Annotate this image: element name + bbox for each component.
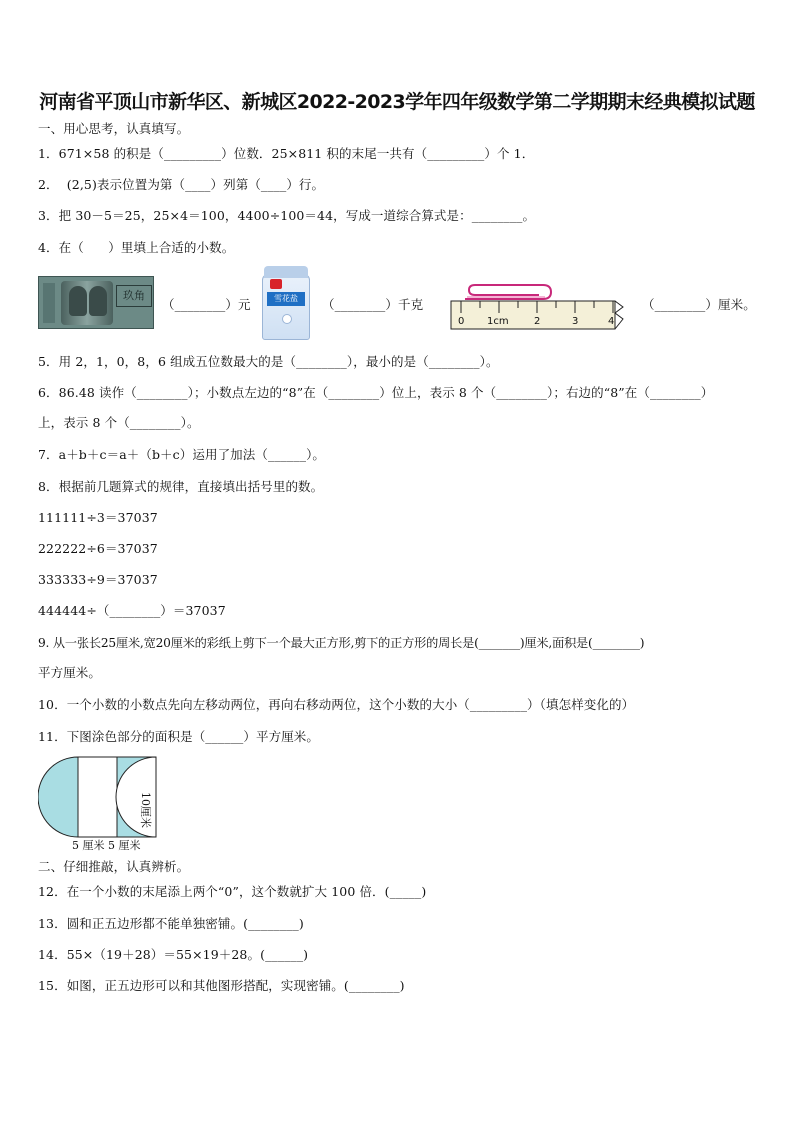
- money-band: [43, 283, 55, 323]
- section-heading-1: 一、用心思考，认真填写。: [38, 121, 190, 136]
- question-8-equation-1: 111111÷3＝37037: [38, 510, 158, 525]
- money-denomination: 玖角: [116, 285, 152, 307]
- salt-bag-top: [264, 266, 308, 278]
- ruler-label-0: 0: [458, 316, 465, 327]
- ruler-body: [451, 301, 615, 329]
- question-8-equation-4: 444444÷（________）＝37037: [38, 603, 226, 618]
- question-10: 10．一个小数的小数点先向左移动两位，再向右移动两位，这个小数的大小（_________）（填怎样变化的）: [38, 697, 635, 712]
- question-6-line-1: 6．86.48 读作（________）；小数点左边的“8”在（________）位上，表示 8 个（________）；右边的“8”在（________）: [38, 385, 714, 400]
- shaded-area-figure: [38, 752, 188, 852]
- question-1: 1．671×58 的积是（_________）位数．25×811 积的末尾一共有（_________）个 1．: [38, 146, 535, 161]
- question-5: 5．用 2，1，0，8，6 组成五位数最大的是（________），最小的是（________）。: [38, 354, 499, 369]
- ruler-label-2: 2: [534, 316, 541, 327]
- q4-blank-yuan: （________）元: [162, 297, 251, 312]
- ruler-label-1cm: 1cm: [487, 316, 509, 327]
- money-note-image: [38, 276, 154, 329]
- salt-bag-logo: [270, 279, 282, 289]
- question-2: 2． (2,5)表示位置为第（____）列第（____）行。: [38, 177, 325, 192]
- page-title: 河南省平顶山市新华区、新城区2022-2023学年四年级数学第二学期期末经典模拟试题: [39, 91, 755, 113]
- ruler-label-3: 3: [572, 316, 579, 327]
- salt-bag-window: [282, 314, 292, 324]
- question-8: 8．根据前几题算式的规律，直接填出括号里的数。: [38, 479, 324, 494]
- salt-bag-image: [262, 266, 310, 340]
- question-3: 3．把 30－5＝25，25×4＝100，4400÷100＝44，写成一道综合算式是：________。: [38, 208, 536, 223]
- question-13: 13．圆和正五边形都不能单独密铺。(________): [38, 916, 304, 931]
- question-9-line-1: 9. 从一张长25厘米,宽20厘米的彩纸上剪下一个最大正方形,剪下的正方形的周长是(_______)厘米,面积是(________): [38, 636, 645, 650]
- left-rectangle: [78, 757, 117, 837]
- money-figure: [69, 286, 87, 316]
- left-semicircle-shaded: [38, 757, 78, 837]
- question-12: 12．在一个小数的末尾添上两个“0”，这个数就扩大 100 倍．(_____): [38, 884, 427, 899]
- money-figure: [89, 286, 107, 316]
- question-4: 4．在（ ）里填上合适的小数。: [38, 240, 235, 255]
- figure-height-label: 10厘米: [139, 792, 152, 828]
- ruler-label-4: 4: [608, 316, 615, 327]
- q4-blank-kg: （________）千克: [322, 297, 424, 312]
- ruler-break-mark: [615, 301, 623, 329]
- section-heading-2: 二、仔细推敲，认真辨析。: [38, 859, 190, 874]
- ruler-with-paperclip: [447, 277, 629, 335]
- question-8-equation-2: 222222÷6＝37037: [38, 541, 158, 556]
- question-15: 15．如图，正五边形可以和其他图形搭配，实现密铺。(________): [38, 978, 405, 993]
- question-9-line-2: 平方厘米。: [38, 665, 102, 680]
- question-6-line-2: 上，表示 8 个（________）。: [38, 415, 200, 430]
- question-8-equation-3: 333333÷9＝37037: [38, 572, 158, 587]
- question-7: 7．a＋b＋c＝a＋（b＋c）运用了加法（______）。: [38, 447, 326, 462]
- q4-blank-cm: （________）厘米。: [642, 297, 756, 312]
- figure-width-label: 5 厘米 5 厘米: [72, 839, 141, 852]
- question-14: 14．55×（19＋28）＝55×19＋28。(______): [38, 947, 309, 962]
- question-11: 11．下图涂色部分的面积是（______）平方厘米。: [38, 729, 320, 744]
- salt-bag-label: 雪花盐: [267, 292, 305, 306]
